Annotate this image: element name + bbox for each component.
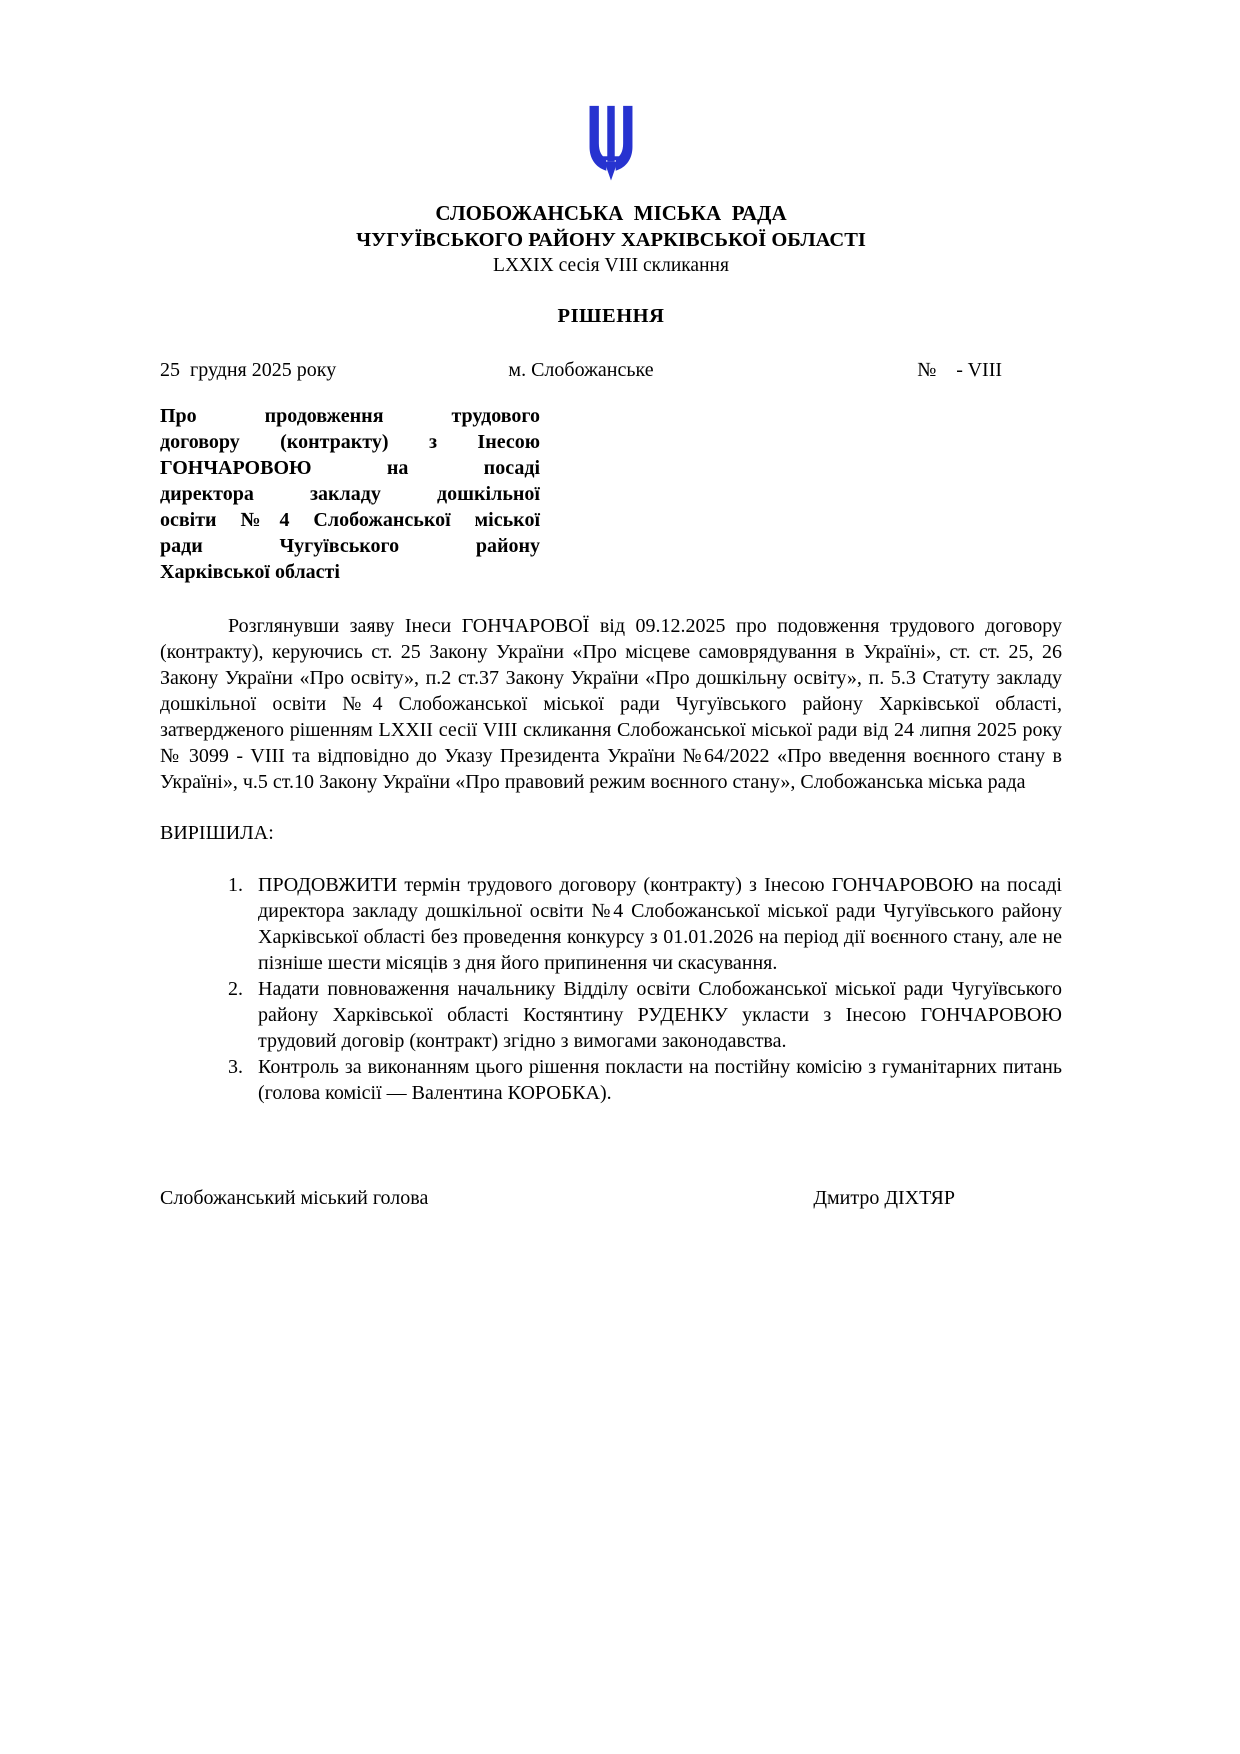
session-info: LXXIX сесія VIII скликання <box>493 255 729 276</box>
item-text: Контроль за виконанням цього рішення покласти на постійну комісію з гуманітарних питань (голова комісії — Валентина КОРОБКА). <box>258 1056 1062 1104</box>
signature-position: Слобожанський міський голова <box>160 1187 429 1209</box>
org-name-line2: ЧУГУЇВСЬКОГО РАЙОНУ ХАРКІВСЬКОЇ ОБЛАСТІ <box>356 229 866 251</box>
signature-name: Дмитро ДІХТЯР <box>813 1187 955 1209</box>
decision-title: РІШЕННЯ <box>557 305 665 327</box>
list-item <box>228 1054 1062 1106</box>
subject-line: ради Чугуївського району <box>160 535 540 557</box>
item-text: Надати повноваження начальнику Відділу освіти Слобожанської міської ради Чугуївського району Харківської області Костянтину РУДЕНКУ укласти з Інесою ГОНЧАРОВОЮ трудовий договір (контракт) згідно з вимогами законодавства. <box>258 978 1062 1052</box>
item-number: 3. <box>228 1056 243 1078</box>
list-item <box>228 872 1062 976</box>
subject-line: директора закладу дошкільної <box>160 483 540 505</box>
trident-icon <box>583 104 639 188</box>
subject-line: Харківської області <box>160 561 340 583</box>
subject-line: договору (контракту) з Інесою <box>160 431 540 453</box>
decision-place: м. Слобожанське <box>508 359 654 381</box>
decision-date: 25 грудня 2025 року <box>160 359 337 381</box>
subject-line: ГОНЧАРОВОЮ на посаді <box>160 457 540 479</box>
decision-number: № - VIII <box>917 359 1003 381</box>
list-item <box>228 976 1062 1054</box>
decision-meta-row <box>160 357 1062 383</box>
resolution-word: ВИРІШИЛА: <box>160 822 274 844</box>
item-text: ПРОДОВЖИТИ термін трудового договору (контракту) з Інесою ГОНЧАРОВОЮ на посаді директора закладу дошкільної освіти №4 Слобожанської міської ради Чугуївського району Харківської області без проведення конкурсу з 01.01.2026 на період дії воєнного стану, але не пізніше шести місяців з дня його припинення чи скасування. <box>258 874 1062 974</box>
item-number: 1. <box>228 874 243 896</box>
subject-block <box>160 403 540 585</box>
preamble-paragraph: Розглянувши заяву Інеси ГОНЧАРОВОЇ від 09.12.2025 про подовження трудового договору (контракту), керуючись ст. 25 Закону України «Про місцеве самоврядування в Україні», ст. ст. 25, 26 Закону України «Про освіту», п.2 ст.37 Закону України «Про дошкільну освіту», п. 5.3 Статуту закладу дошкільної освіти №4 Слобожанської міської ради Чугуївського району Харківської області, затвердженого рішенням LXXII сесії VIII скликання Слобожанської міської ради від 24 липня 2025 року № 3099 - VIII та відповідно до Указу Президента України №64/2022 «Про введення воєнного стану в Україні», ч.5 ст.10 Закону України «Про правовий режим воєнного стану», Слобожанська міська рада <box>160 615 1062 793</box>
org-name-line1: СЛОБОЖАНСЬКА МІСЬКА РАДА <box>435 201 787 225</box>
ukraine-trident-emblem <box>160 104 1062 190</box>
subject-line: Про продовження трудового <box>160 405 540 427</box>
resolution-list <box>228 872 1062 1106</box>
subject-line: освіти №4 Слобожанської міської <box>160 509 540 531</box>
signature-row <box>160 1185 1062 1211</box>
item-number: 2. <box>228 978 243 1000</box>
